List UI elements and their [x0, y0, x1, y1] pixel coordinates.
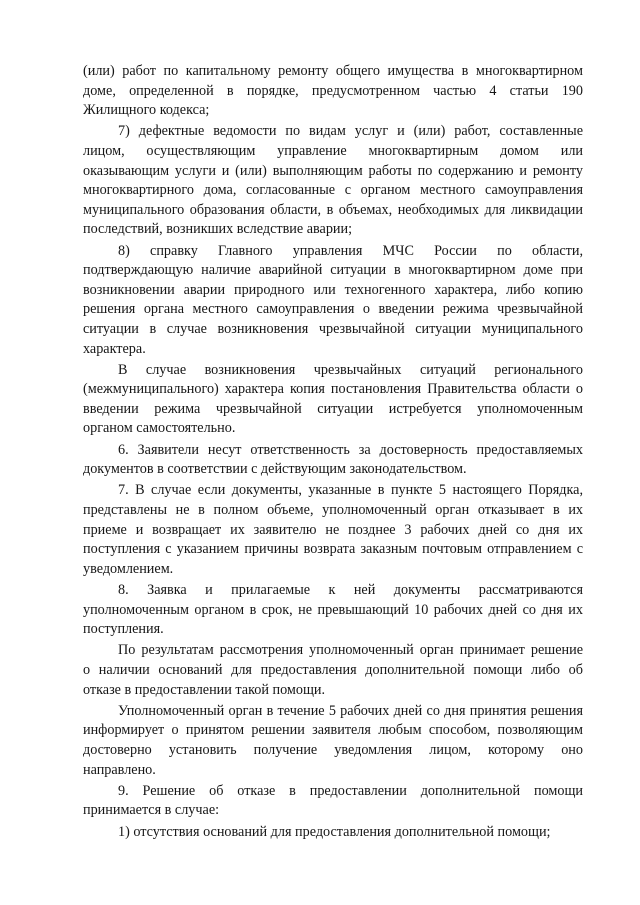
text-line: (или) работ по капитальному ремонту общего имущества в многоквартирном [83, 63, 583, 79]
text-line: принимается в случае: [83, 802, 220, 819]
text-line: муниципального образования области, в объемах, необходимых для ликвидации [83, 201, 583, 218]
text-line: возникновении аварии природного или техногенного характера, либо копию [83, 281, 583, 298]
text-line: органом самостоятельно. [83, 420, 236, 437]
text-line: 1) отсутствия оснований для предоставления дополнительной помощи; [118, 823, 551, 840]
text-line: По результатам рассмотрения уполномоченный орган принимает решение [118, 642, 583, 659]
text-line: оказывающим услуги и (или) выполняющим работы по содержанию и ремонту [83, 162, 583, 179]
text-line: введении режима чрезвычайной ситуации истребуется уполномоченным [83, 400, 583, 417]
paragraph [83, 581, 583, 640]
paragraph [83, 702, 583, 780]
text-line: информирует о принятом решении заявителя любым способом, позволяющим [83, 722, 583, 739]
document-body [83, 62, 583, 844]
text-line: последствий, возникших вследствие аварии; [83, 221, 353, 238]
paragraph [83, 641, 583, 700]
paragraph [83, 242, 583, 360]
paragraph [83, 361, 583, 439]
text-line: решения органа местного самоуправления о введении режима чрезвычайной [83, 301, 583, 318]
text-line: В случае возникновения чрезвычайных ситуаций регионального [118, 361, 583, 378]
paragraph [83, 62, 583, 121]
text-line: представлены не в полном объеме, уполномоченный орган отказывает в их [83, 502, 583, 519]
text-line: поступления. [83, 621, 164, 638]
text-line: (межмуниципального) характера копия постановления Правительства области о [83, 381, 583, 398]
text-line: приеме и возвращает их заявителю не позднее 3 рабочих дней со дня их [83, 521, 583, 538]
paragraph [83, 823, 583, 843]
text-line: Жилищного кодекса; [83, 102, 210, 119]
text-line: ситуации в случае возникновения чрезвычайной ситуации муниципального [83, 320, 583, 337]
text-line: уполномоченным органом в срок, не превышающий 10 рабочих дней со дня их [83, 601, 583, 618]
paragraph [83, 122, 583, 240]
paragraph [83, 782, 583, 821]
text-line: направлено. [83, 761, 156, 778]
paragraph [83, 441, 583, 480]
text-line: подтверждающую наличие аварийной ситуации в многоквартирном доме при [83, 262, 583, 279]
text-line: документов в соответствии с действующим законодательством. [83, 461, 467, 478]
paragraph [83, 481, 583, 579]
text-line: уведомлением. [83, 560, 174, 577]
text-line: о наличии оснований для предоставления дополнительной помощи либо об [83, 661, 583, 678]
text-line: лицом, осуществляющим управление многоквартирным домом или [83, 142, 583, 159]
text-line: поступления с указанием причины возврата заказным почтовым отправлением с [83, 541, 583, 558]
text-line: 7) дефектные ведомости по видам услуг и (или) работ, составленные [118, 123, 583, 140]
text-line: Уполномоченный орган в течение 5 рабочих дней со дня принятия решения [118, 702, 583, 719]
text-line: многоквартирного дома, согласованные с органом местного самоуправления [83, 182, 583, 199]
text-line: 9. Решение об отказе в предоставлении дополнительной помощи [118, 782, 583, 799]
text-line: 7. В случае если документы, указанные в пункте 5 настоящего Порядка, [118, 482, 583, 499]
text-line: достоверно установить получение уведомления лицом, которому оно [83, 741, 583, 758]
text-line: доме, определенной в порядке, предусмотренном частью 4 статьи 190 [83, 82, 583, 99]
text-line: характера. [83, 340, 146, 357]
text-line: 8) справку Главного управления МЧС России по области, [118, 242, 583, 259]
text-line: 6. Заявители несут ответственность за достоверность предоставляемых [118, 441, 583, 458]
text-line: отказе в предоставлении такой помощи. [83, 681, 326, 698]
text-line: 8. Заявка и прилагаемые к ней документы рассматриваются [118, 582, 583, 598]
